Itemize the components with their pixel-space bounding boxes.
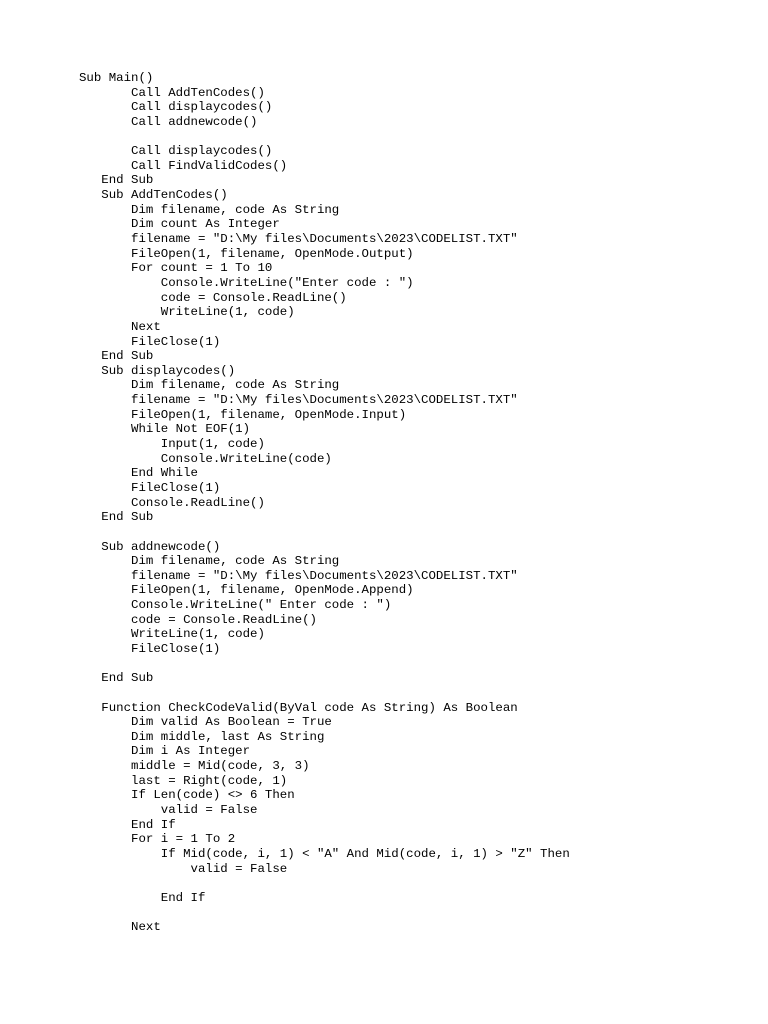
- code-line: [79, 130, 749, 145]
- code-line: last = Right(code, 1): [79, 773, 288, 788]
- code-line: Input(1, code): [79, 437, 265, 452]
- code-listing: [79, 71, 749, 935]
- code-line: WriteLine(1, code): [79, 305, 295, 320]
- code-line: FileOpen(1, filename, OpenMode.Input): [79, 407, 407, 422]
- code-line: FileClose(1): [79, 641, 221, 656]
- code-line: code = Console.ReadLine(): [79, 612, 317, 627]
- code-line: Console.WriteLine("Enter code : "): [79, 275, 414, 290]
- code-line: Call displaycodes(): [79, 144, 273, 159]
- code-line: End Sub: [79, 349, 154, 364]
- code-line: Sub displaycodes(): [79, 363, 236, 378]
- code-line: While Not EOF(1): [79, 422, 251, 437]
- code-line: Next: [79, 920, 161, 935]
- code-line: Sub AddTenCodes(): [79, 188, 228, 203]
- code-line: Dim count As Integer: [79, 217, 280, 232]
- code-line: valid = False: [79, 803, 258, 818]
- code-line: End Sub: [79, 510, 154, 525]
- code-line: code = Console.ReadLine(): [79, 290, 347, 305]
- code-line: Call addnewcode(): [79, 114, 258, 129]
- code-line: Dim filename, code As String: [79, 378, 340, 393]
- code-line: If Len(code) <> 6 Then: [79, 788, 295, 803]
- code-line: Dim i As Integer: [79, 744, 251, 759]
- code-line: middle = Mid(code, 3, 3): [79, 759, 310, 774]
- code-line: Dim valid As Boolean = True: [79, 715, 332, 730]
- code-line: filename = "D:\My files\Documents\2023\CODELIST.TXT": [79, 393, 518, 408]
- code-line: For i = 1 To 2: [79, 832, 236, 847]
- code-line: Call FindValidCodes(): [79, 158, 288, 173]
- code-line: If Mid(code, i, 1) < "A" And Mid(code, i, 1) > "Z" Then: [79, 846, 570, 861]
- code-line: Console.WriteLine(code): [79, 451, 332, 466]
- code-line: Dim filename, code As String: [79, 202, 340, 217]
- code-line: FileOpen(1, filename, OpenMode.Append): [79, 583, 414, 598]
- code-line: Call displaycodes(): [79, 100, 273, 115]
- code-line: Sub addnewcode(): [79, 539, 221, 554]
- code-line: End If: [79, 890, 206, 905]
- code-line: [79, 686, 749, 701]
- code-line: End Sub: [79, 173, 154, 188]
- code-line: [79, 657, 749, 672]
- code-line: Dim filename, code As String: [79, 554, 340, 569]
- code-line: Call AddTenCodes(): [79, 85, 265, 100]
- code-line: End If: [79, 817, 176, 832]
- code-line: End While: [79, 466, 198, 481]
- code-line: End Sub: [79, 671, 154, 686]
- code-line: FileOpen(1, filename, OpenMode.Output): [79, 246, 414, 261]
- code-line: filename = "D:\My files\Documents\2023\CODELIST.TXT": [79, 568, 518, 583]
- code-line: For count = 1 To 10: [79, 261, 273, 276]
- code-line: Sub Main(): [79, 71, 154, 85]
- code-line: Function CheckCodeValid(ByVal code As String) As Boolean: [79, 700, 518, 715]
- code-line: Console.ReadLine(): [79, 495, 265, 510]
- code-line: [79, 906, 749, 921]
- code-line: FileClose(1): [79, 334, 221, 349]
- code-line: FileClose(1): [79, 480, 221, 495]
- code-line: [79, 525, 749, 540]
- code-line: Dim middle, last As String: [79, 729, 325, 744]
- code-line: filename = "D:\My files\Documents\2023\CODELIST.TXT": [79, 232, 518, 247]
- code-line: valid = False: [79, 861, 288, 876]
- code-line: Next: [79, 319, 161, 334]
- code-line: WriteLine(1, code): [79, 627, 265, 642]
- code-line: [79, 876, 749, 891]
- code-line: Console.WriteLine(" Enter code : "): [79, 598, 392, 613]
